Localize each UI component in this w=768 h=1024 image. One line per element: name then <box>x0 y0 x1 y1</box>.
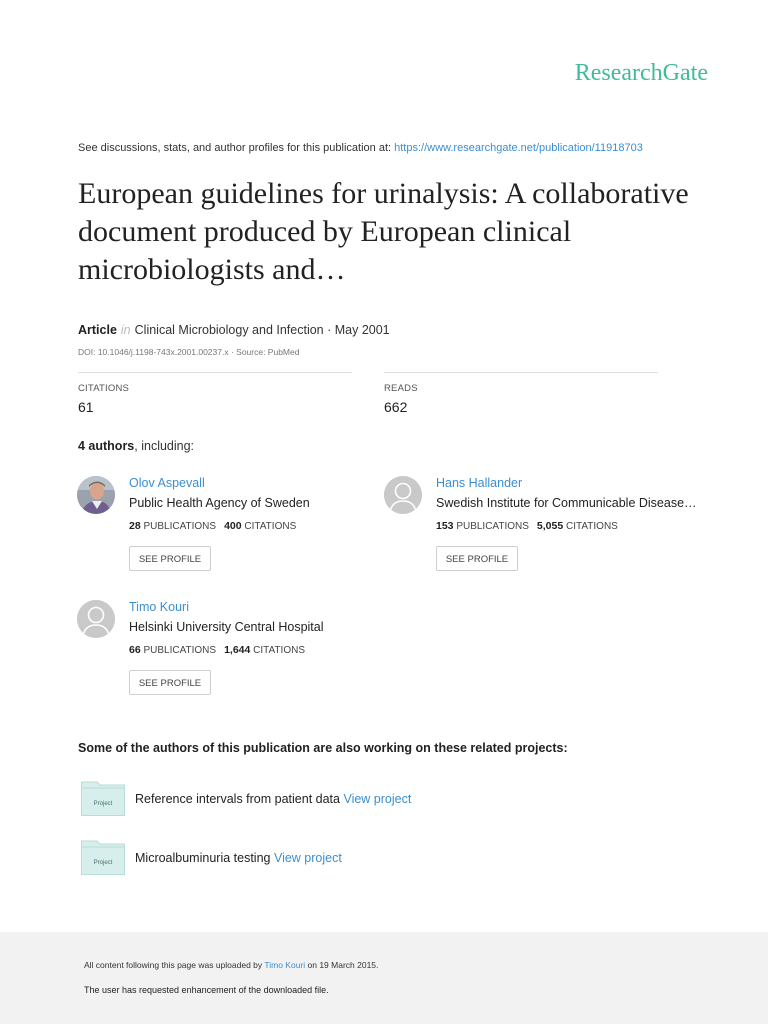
publications-label: PUBLICATIONS <box>143 645 217 656</box>
reads-count: 662 <box>384 399 408 415</box>
project-folder-label: Project <box>93 801 113 807</box>
authors-suffix: , including: <box>134 439 195 453</box>
see-profile-button[interactable]: SEE PROFILE <box>436 546 518 571</box>
in-label: in <box>120 323 131 337</box>
default-avatar-icon[interactable] <box>384 476 422 514</box>
publications-label: PUBLICATIONS <box>456 521 529 532</box>
citations-label: CITATIONS <box>253 645 305 656</box>
view-project-link[interactable]: View project <box>273 851 342 865</box>
uploaded-prefix: All content following this page was uploaded by <box>84 960 265 970</box>
default-avatar-icon[interactable] <box>77 600 115 638</box>
related-projects-heading: Some of the authors of this publication are also working on these related projects: <box>78 741 568 755</box>
author-stats <box>436 520 618 532</box>
view-project-link[interactable]: View project <box>343 792 412 806</box>
project-text <box>135 792 411 806</box>
project-folder-icon[interactable] <box>81 780 125 816</box>
doi-source: DOI: 10.1046/j.1198-743x.2001.00237.x · Source: PubMed <box>78 347 300 357</box>
author-photo[interactable] <box>77 476 115 514</box>
uploaded-suffix: on 19 March 2015. <box>305 960 379 970</box>
citations-label: CITATIONS <box>244 521 297 532</box>
publication-url-link[interactable]: https://www.researchgate.net/publication/11918703 <box>394 142 643 154</box>
citations-divider <box>78 372 352 373</box>
author-institution: Swedish Institute for Communicable Disease… <box>436 496 697 510</box>
researchgate-logo[interactable]: ResearchGate <box>574 60 708 86</box>
publications-label: PUBLICATIONS <box>143 521 217 532</box>
enhancement-note: The user has requested enhancement of the downloaded file. <box>84 985 329 995</box>
see-discussions-text: See discussions, stats, and author profiles for this publication at: <box>78 142 395 154</box>
citations-count: 400 <box>224 520 242 532</box>
citations-label: CITATIONS <box>78 383 130 394</box>
author-stats <box>129 520 296 532</box>
see-discussions-line <box>78 142 643 154</box>
project-text <box>135 851 342 865</box>
author-name[interactable]: Hans Hallander <box>436 476 523 490</box>
citations-count: 5,055 <box>536 520 564 532</box>
citations-count: 1,644 <box>224 644 251 656</box>
reads-divider <box>384 372 658 373</box>
citations-count: 61 <box>78 399 94 415</box>
uploaded-by-line <box>84 960 378 970</box>
project-folder-icon[interactable] <box>81 839 125 875</box>
reads-label: READS <box>384 383 418 394</box>
publication-title: European guidelines for urinalysis: A collaborative document produced by European clinical microbiologists and… <box>78 177 689 286</box>
publications-count: 28 <box>129 520 141 532</box>
author-stats <box>129 644 305 656</box>
uploader-link[interactable]: Timo Kouri <box>264 960 306 970</box>
footer <box>0 932 768 1024</box>
author-name[interactable]: Olov Aspevall <box>129 476 205 490</box>
authors-heading <box>78 439 194 453</box>
publication-meta <box>78 323 390 337</box>
publication-type: Article <box>78 323 117 337</box>
authors-count: 4 authors <box>78 439 135 453</box>
author-institution: Helsinki University Central Hospital <box>129 620 324 634</box>
author-name[interactable]: Timo Kouri <box>129 600 189 614</box>
author-institution: Public Health Agency of Sweden <box>129 496 310 510</box>
see-profile-button[interactable]: SEE PROFILE <box>129 546 211 571</box>
project-title: Microalbuminuria testing <box>135 851 271 865</box>
project-title: Reference intervals from patient data <box>135 792 340 806</box>
see-profile-button[interactable]: SEE PROFILE <box>129 670 211 695</box>
publications-count: 153 <box>436 520 454 532</box>
publications-count: 66 <box>129 644 141 656</box>
venue-date[interactable]: Clinical Microbiology and Infection · May 2001 <box>134 323 390 337</box>
project-folder-label: Project <box>93 860 113 866</box>
citations-label: CITATIONS <box>565 521 618 532</box>
